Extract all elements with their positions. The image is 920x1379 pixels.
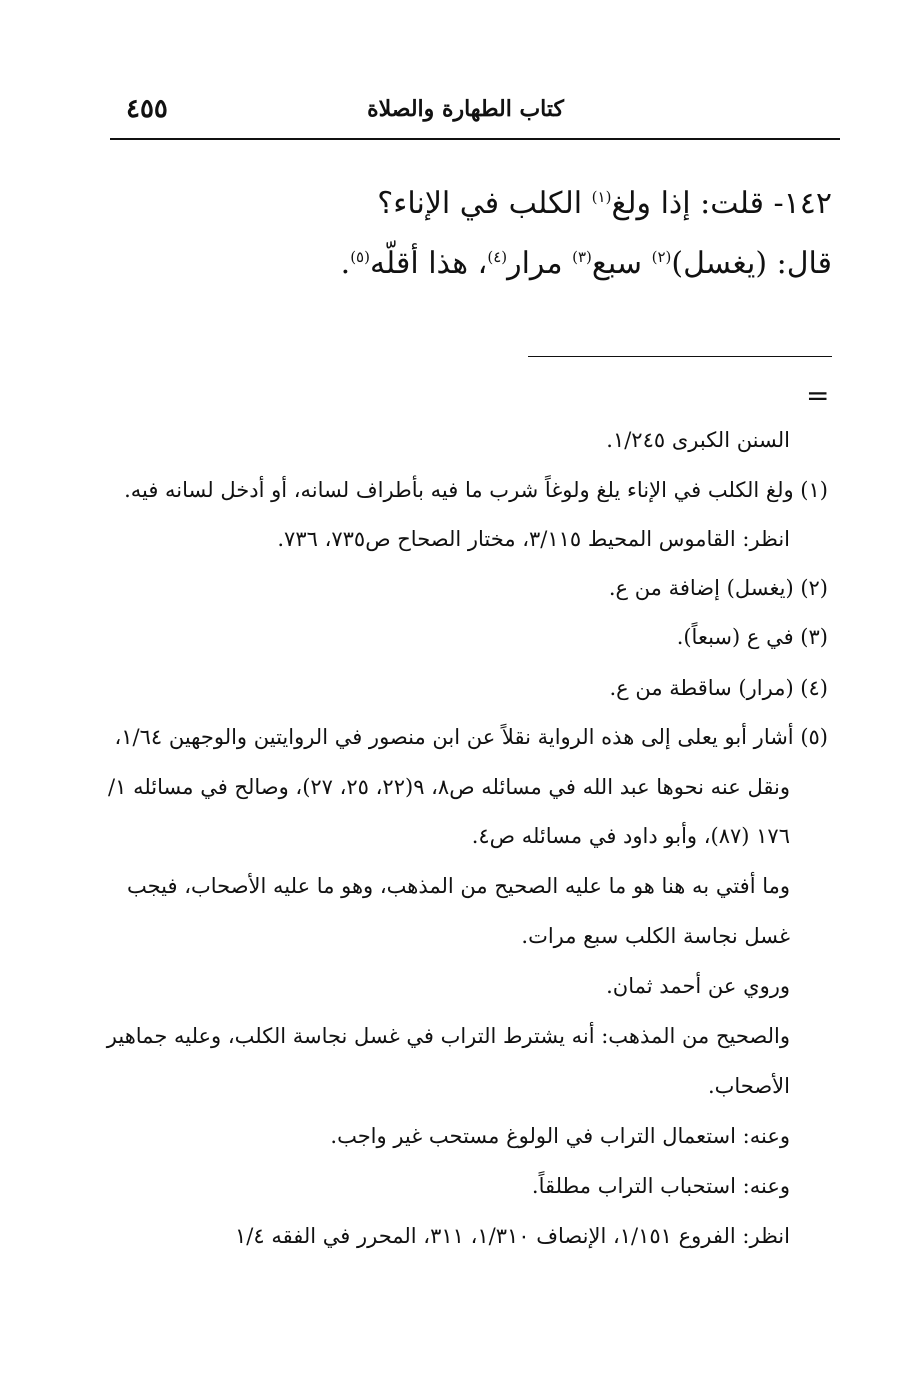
footnote-line: وروي عن أحمد ثمان.	[606, 974, 790, 998]
question-text-end: الكلب في الإناء؟	[377, 186, 592, 221]
answer-part-1: قال: (يغسل)	[671, 246, 832, 281]
footnote-line: وما أفتي به هنا هو ما عليه الصحيح من المذهب، وهو ما عليه الأصحاب، فيجب	[127, 874, 790, 898]
header-divider	[110, 138, 840, 140]
header-title: كتاب الطهارة والصلاة	[367, 96, 564, 122]
footnote-ref-5: (٥)	[350, 248, 370, 266]
footnote-line: انظر: الفروع ١/١٥١، الإنصاف ١/٣١٠، ٣١١، المحرر في الفقه ١/٤	[235, 1224, 790, 1248]
footnote-line: وعنه: استحباب التراب مطلقاً.	[531, 1174, 790, 1198]
question-text-start: ١٤٢- قلت: إذا ولغ	[611, 186, 832, 221]
footnote-line: ١٧٦ (٨٧)، وأبو داود في مسائله ص٤.	[471, 824, 790, 848]
footnote-line: ونقل عنه نحوها عبد الله في مسائله ص٨، ٩(٢٢، ٢٥، ٢٧)، وصالح في مسائله ١/	[108, 775, 790, 799]
running-header	[110, 90, 840, 130]
footnote-line: وعنه: استعمال التراب في الولوغ مستحب غير واجب.	[330, 1124, 790, 1148]
footnote-line: انظر: القاموس المحيط ٣/١١٥، مختار الصحاح ص٧٣٥، ٧٣٦.	[277, 527, 790, 551]
question-line	[377, 186, 832, 221]
footnote-line: الأصحاب.	[707, 1074, 790, 1098]
continuation-mark: =	[806, 379, 830, 412]
footnote-line: السنن الكبرى ١/٢٤٥.	[606, 428, 790, 452]
footnote-ref-1: (١)	[591, 188, 612, 206]
footnote-ref-4: (٤)	[487, 248, 508, 266]
answer-part-3: مرار	[507, 246, 573, 281]
footnote-ref-2: (٢)	[651, 248, 672, 266]
answer-part-2: سبع	[591, 246, 652, 281]
footnote-line: (٤) (مرار) ساقطة من ع.	[609, 676, 828, 700]
footnote-line: والصحيح من المذهب: أنه يشترط التراب في غسل نجاسة الكلب، وعليه جماهير	[106, 1024, 790, 1048]
footnote-line: (٢) (يغسل) إضافة من ع.	[608, 576, 828, 600]
footnote-ref-3: (٣)	[572, 248, 592, 266]
footnote-line: (١) ولغ الكلب في الإناء يلغ ولوغاً شرب ما فيه بأطراف لسانه، أو أدخل لسانه فيه.	[124, 478, 828, 502]
footnote-line: (٣) في ع (سبعاً).	[676, 625, 828, 649]
footnote-line: غسل نجاسة الكلب سبع مرات.	[521, 924, 790, 948]
footnote-line: (٥) أشار أبو يعلى إلى هذه الرواية نقلاً عن ابن منصور في الروايتين والوجهين ١/٦٤،	[114, 725, 828, 749]
answer-part-4: ، هذا أقلّه	[369, 246, 488, 281]
answer-end: .	[340, 246, 351, 281]
footnote-separator	[528, 356, 832, 357]
page-number: ٤٥٥	[126, 94, 168, 124]
answer-line	[341, 246, 832, 281]
